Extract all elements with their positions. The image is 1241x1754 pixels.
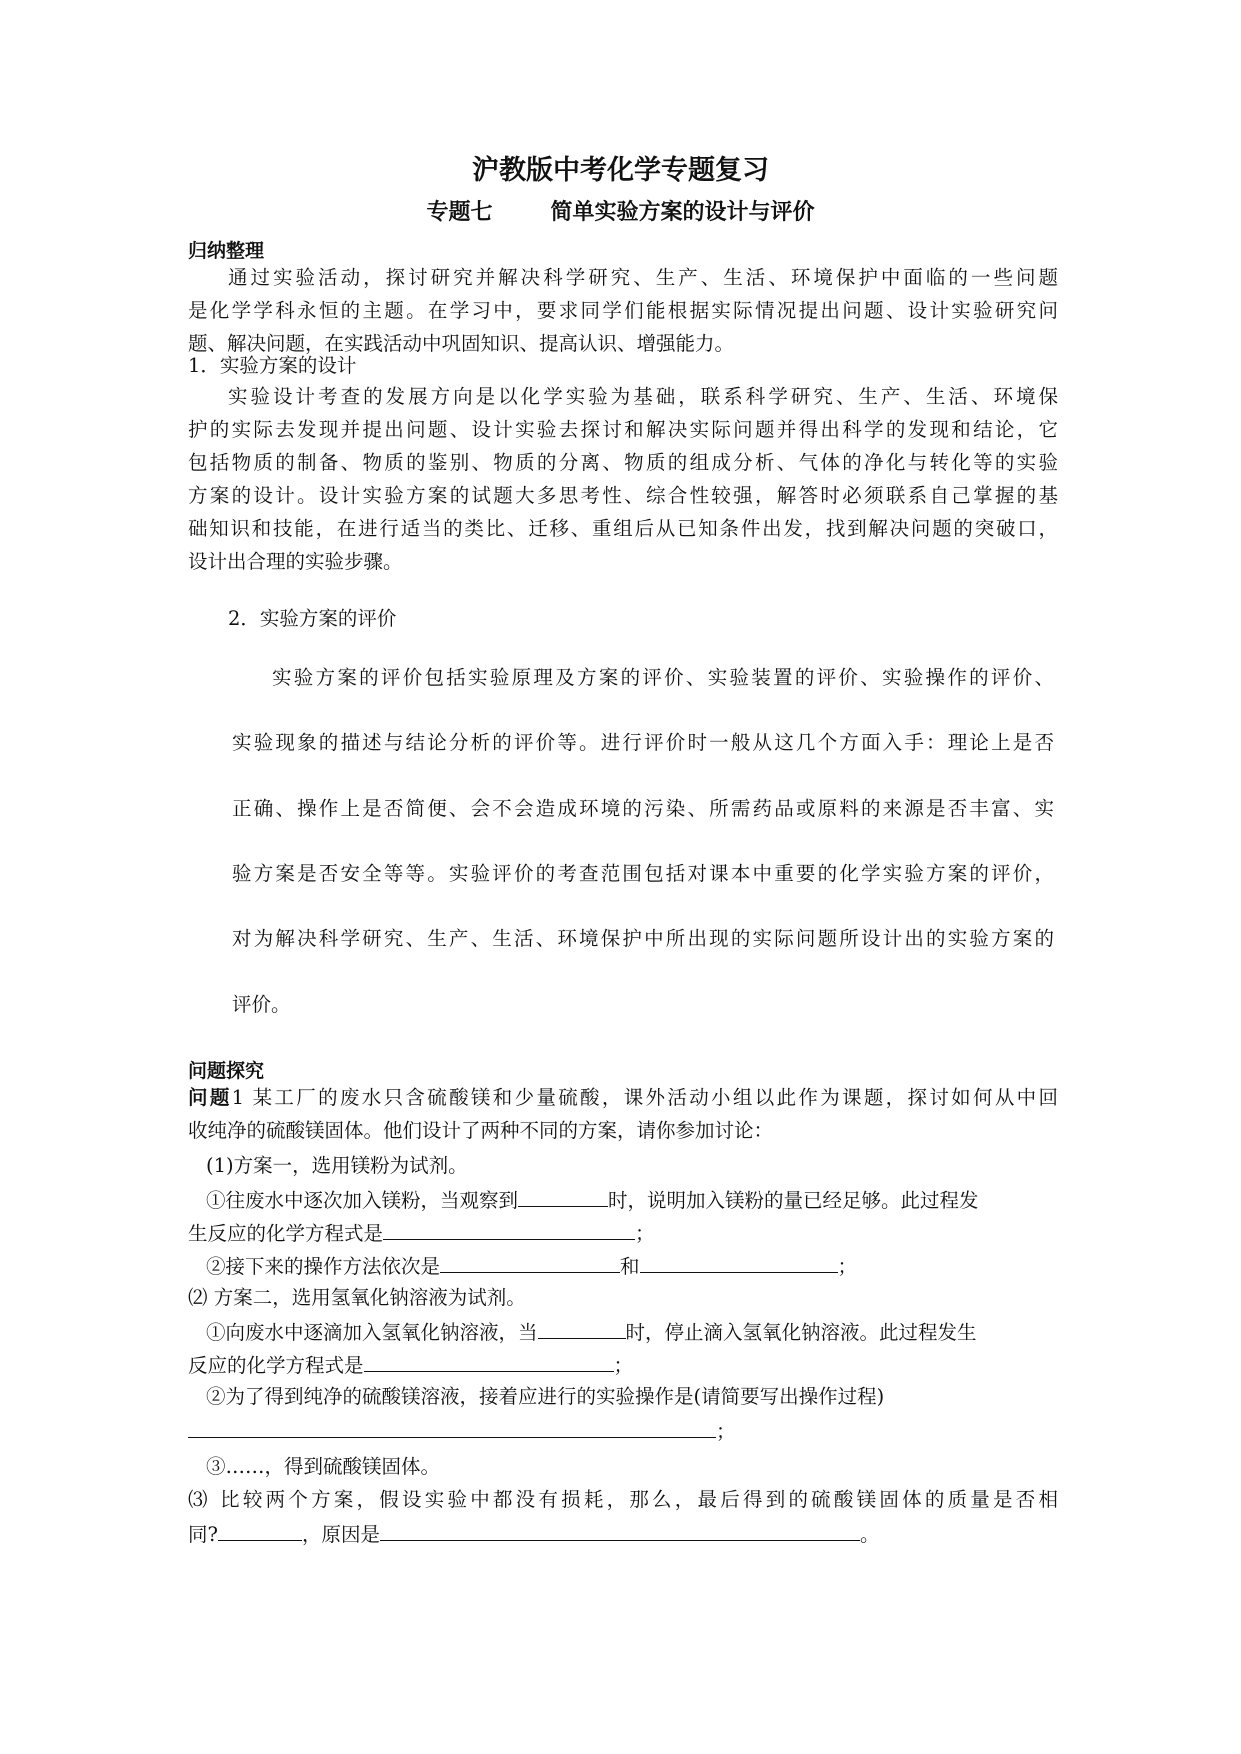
- answer-blank[interactable]: [380, 1516, 860, 1541]
- evaluation-line: 验方案是否安全等等。实验评价的考查范围包括对课本中重要的化学实验方案的评价，: [232, 862, 1054, 885]
- evaluation-line: 正确、操作上是否简便、会不会造成环境的污染、所需药品或原料的来源是否丰富、实: [232, 797, 1054, 820]
- answer-blank[interactable]: [440, 1248, 620, 1273]
- evaluation-line: 对为解决科学研究、生产、生活、环境保护中所出现的实际问题所设计出的实验方案的: [232, 927, 1054, 950]
- evaluation-line: 实验现象的描述与结论分析的评价等。进行评价时一般从这几个方面入手：理论上是否: [232, 731, 1054, 754]
- answer-blank[interactable]: [188, 1413, 716, 1438]
- plan-1-step-2: ②接下来的操作方法依次是 和 ；: [206, 1248, 1076, 1283]
- design-line: 护的实际去发现并提出问题、设计实验去探讨和解决实际问题并得出科学的发现和结论，它: [188, 418, 1058, 441]
- design-line: 础知识和技能，在进行适当的类比、迁移、重组后从已知条件出发，找到解决问题的突破口，: [188, 517, 1058, 540]
- document-title: 沪教版中考化学专题复习: [472, 155, 769, 186]
- section-heading-inquiry: 问题探究: [188, 1060, 265, 1082]
- design-line: 实验设计考查的发展方向是以化学实验为基础，联系科学研究、生产、生活、环境保: [228, 385, 1058, 408]
- question-1-line: 问题1 某工厂的废水只含硫酸镁和少量硫酸，课外活动小组以此作为课题，探讨如何从中回: [188, 1086, 1058, 1109]
- plan-2-step-2-answer: ；: [188, 1413, 1058, 1448]
- intro-line: 是化学学科永恒的主题。在学习中，要求同学们能根据实际情况提出问题、设计实验研究问: [188, 299, 1058, 322]
- answer-blank[interactable]: [218, 1516, 302, 1541]
- plan-1-step-1-cont: 生反应的化学方程式是 ；: [188, 1215, 1058, 1250]
- part-3-line: 同? ，原因是 。: [188, 1516, 1058, 1551]
- item-title-evaluation: 2．实验方案的评价: [228, 607, 397, 630]
- plan-1-step-1: ①往废水中逐次加入镁粉，当观察到 时，说明加入镁粉的量已经足够。此过程发: [206, 1182, 1076, 1217]
- topic-title: 简单实验方案的设计与评价: [550, 200, 815, 225]
- design-line: 方案的设计。设计实验方案的试题大多思考性、综合性较强，解答时必须联系自己掌握的基: [188, 484, 1058, 507]
- topic-number: 专题七: [426, 200, 493, 225]
- part-3-line: ⑶ 比较两个方案，假设实验中都没有损耗，那么，最后得到的硫酸镁固体的质量是否相: [188, 1488, 1058, 1511]
- intro-line: 题、解决问题，在实践活动中巩固知识、提高认识、增强能力。: [188, 332, 735, 355]
- question-label: 问题: [188, 1086, 232, 1109]
- item-title-design: 1．实验方案的设计: [188, 354, 357, 377]
- plan-2-heading: ⑵ 方案二，选用氢氧化钠溶液为试剂。: [188, 1286, 526, 1309]
- question-1-line: 收纯净的硫酸镁固体。他们设计了两种不同的方案，请你参加讨论：: [188, 1119, 774, 1142]
- plan-2-step-1-cont: 反应的化学方程式是 ；: [188, 1347, 1058, 1382]
- answer-blank[interactable]: [518, 1182, 608, 1207]
- answer-blank[interactable]: [640, 1248, 838, 1273]
- plan-1-heading: (1)方案一，选用镁粉为试剂。: [206, 1154, 468, 1177]
- design-line: 包括物质的制备、物质的鉴别、物质的分离、物质的组成分析、气体的净化与转化等的实验: [188, 451, 1058, 474]
- plan-2-step-2: ②为了得到纯净的硫酸镁溶液，接着应进行的实验操作是(请简要写出操作过程): [206, 1385, 885, 1408]
- section-heading-summary: 归纳整理: [188, 240, 265, 262]
- document-subtitle: [0, 195, 1241, 226]
- answer-blank[interactable]: [383, 1215, 635, 1240]
- plan-2-step-3: ③……，得到硫酸镁固体。: [206, 1455, 441, 1478]
- answer-blank[interactable]: [364, 1347, 614, 1372]
- design-line: 设计出合理的实验步骤。: [188, 550, 403, 573]
- evaluation-line: 评价。: [232, 993, 291, 1016]
- answer-blank[interactable]: [538, 1314, 626, 1339]
- intro-line: 通过实验活动，探讨研究并解决科学研究、生产、生活、环境保护中面临的一些问题: [228, 266, 1058, 289]
- plan-2-step-1: ①向废水中逐滴加入氢氧化钠溶液，当 时，停止滴入氢氧化钠溶液。此过程发生: [206, 1314, 1076, 1349]
- evaluation-line: 实验方案的评价包括实验原理及方案的评价、实验装置的评价、实验操作的评价、: [272, 666, 1054, 689]
